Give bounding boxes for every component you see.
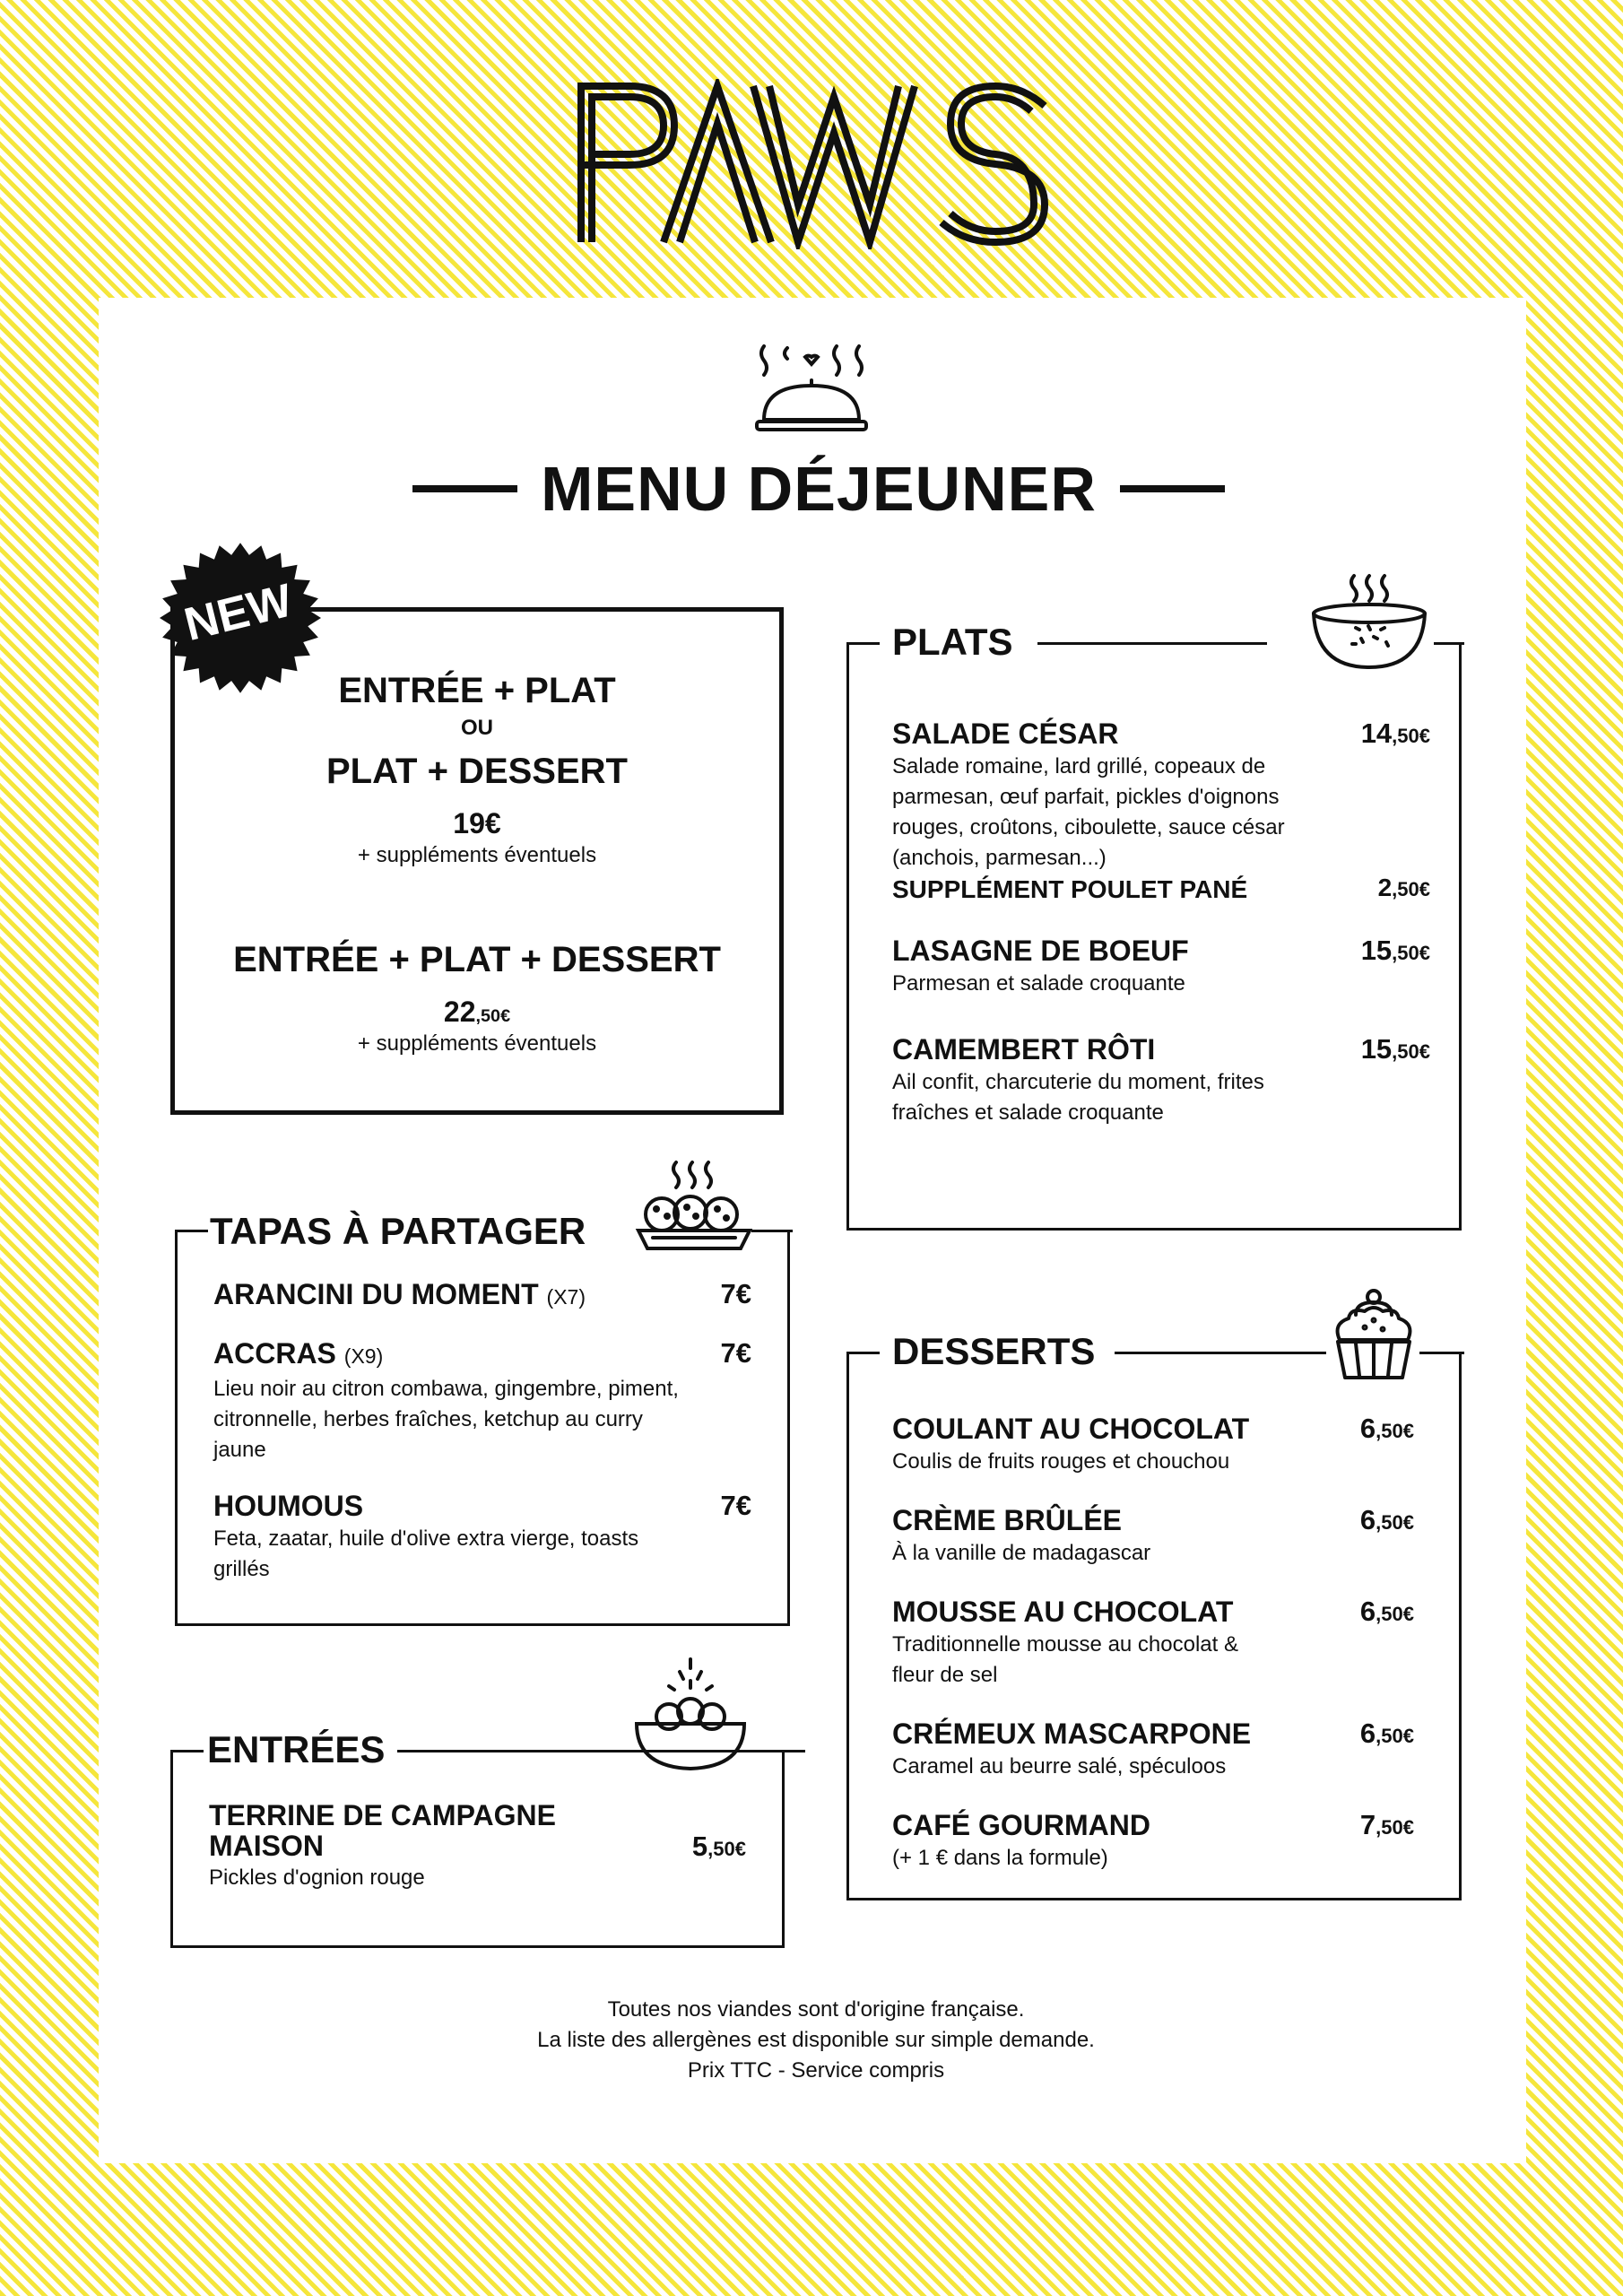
desserts-section (846, 1330, 1462, 1900)
footer-notes (412, 1995, 1219, 2086)
menu-title-row (412, 453, 1225, 525)
formula1-note: + suppléments éventuels (357, 843, 597, 867)
footer-origin: Toutes nos viandes sont d'origine française. (607, 1997, 1025, 2022)
title-rule-right (1120, 485, 1225, 492)
paws-logo (574, 79, 1054, 249)
formula1-line1: ENTRÉE + PLAT (338, 671, 616, 710)
list-item: CRÉMEUX MASCARPONE Caramel au beurre salé, spéculoos 6,50€ (892, 1718, 1414, 1779)
plats-section (846, 621, 1462, 1231)
formula2-line1: ENTRÉE + PLAT + DESSERT (233, 940, 721, 979)
list-item: CAMEMBERT RÔTI Ail confit, charcuterie du moment, frites fraîches et salade croquante 15,50€ (892, 1033, 1430, 1125)
list-item: ACCRAS (X9) Lieu noir au citron combawa, gingembre, piment, citronnelle, herbes fraîches, ketchup au curry jaune 7€ (213, 1337, 751, 1462)
list-item: TERRINE DE CAMPAGNE MAISON Pickles d'ognion rouge 5,50€ (209, 1799, 746, 1890)
formula1-line2: PLAT + DESSERT (326, 752, 628, 791)
list-item: SALADE CÉSAR Salade romaine, lard grillé, copeaux de parmesan, œuf parfait, pickles d'oignons rouges, croûtons, ciboulette, sauce césar (anchois, parmesan...) 14,50€ (892, 718, 1430, 870)
entrees-section (170, 1728, 785, 1948)
tapas-section (175, 1210, 790, 1626)
title-rule-left (412, 485, 517, 492)
desserts-title: DESSERTS (892, 1330, 1096, 1372)
new-badge-label: NEW (178, 574, 298, 652)
formula1-or: OU (461, 716, 493, 740)
list-item: SUPPLÉMENT POULET PANÉ 2,50€ (892, 874, 1430, 903)
footer-allergens: La liste des allergènes est disponible sur simple demande. (537, 2028, 1095, 2052)
list-item: CRÈME BRÛLÉE À la vanille de madagascar 6,50€ (892, 1504, 1414, 1565)
list-item: COULANT AU CHOCOLAT Coulis de fruits rouges et chouchou 6,50€ (892, 1413, 1414, 1474)
list-item: LASAGNE DE BOEUF Parmesan et salade croquante 15,50€ (892, 935, 1430, 996)
footer-prices: Prix TTC - Service compris (687, 2058, 945, 2083)
formula2-price: 22,50€ (443, 996, 511, 1028)
soup-bowl-icon (1309, 572, 1429, 673)
list-item: HOUMOUS Feta, zaatar, huile d'olive extra vierge, toasts grillés 7€ (213, 1490, 751, 1581)
plats-title: PLATS (892, 621, 1013, 663)
cupcake-icon (1329, 1288, 1419, 1381)
cloche-icon (751, 341, 872, 434)
list-item: MOUSSE AU CHOCOLAT Traditionnelle mousse au chocolat & fleur de sel 6,50€ (892, 1596, 1414, 1687)
formula1-price: 19€ (453, 807, 501, 839)
list-item: CAFÉ GOURMAND (+ 1 € dans la formule) 7,50€ (892, 1809, 1414, 1870)
entrees-title: ENTRÉES (207, 1728, 386, 1770)
list-item: ARANCINI DU MOMENT (X7) 7€ (213, 1278, 751, 1310)
new-badge (142, 535, 339, 701)
salad-bowl-icon (633, 1656, 748, 1776)
tapas-platter-icon (635, 1159, 753, 1256)
formula2-note: + suppléments éventuels (357, 1031, 597, 1056)
menu-title: MENU DÉJEUNER (541, 454, 1097, 524)
tapas-title: TAPAS À PARTAGER (210, 1210, 586, 1252)
